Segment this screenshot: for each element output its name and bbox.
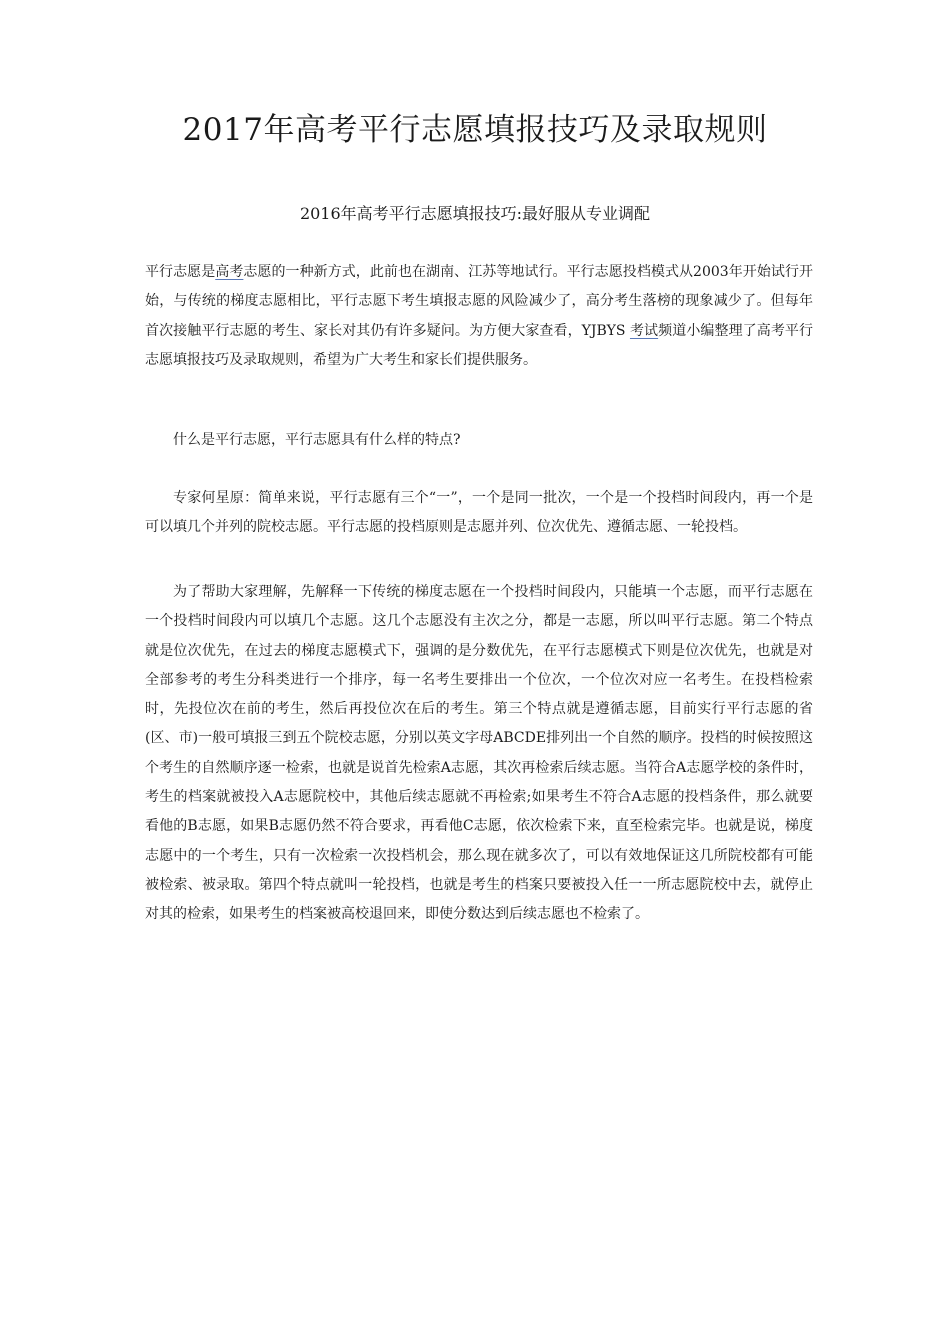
document-subtitle: 2016年高考平行志愿填报技巧:最好服从专业调配 <box>299 204 651 223</box>
gaokao-link[interactable]: 高考 <box>215 264 244 280</box>
question-paragraph: 什么是平行志愿，平行志愿具有什么样的特点? <box>173 432 461 448</box>
exam-channel-link[interactable]: 考试 <box>629 322 659 339</box>
explanation-paragraph: 为了帮助大家理解，先解释一下传统的梯度志愿在一个投档时间段内，只能填一个志愿，而平行志愿在一个投档时间段内可以填几个志愿。这几个志愿没有主次之分，都是一志愿，所以叫平行志愿。第二个特点就是位次优先，在过去的梯度志愿模式下，强调的是分数优先，在平行志愿模式下则是位次优先，也就是对全部参考的考生分科类进行一个排序，每一名考生要排出一个位次，一个位次对应一名考生。在投档检索时，先投位次在前的考生，然后再投位次在后的考生。第三个特点就是遵循志愿，目前实行平行志愿的省(区、市)一般可填报三到五个院校志愿，分别以英文字母ABCDE排列出一个自然的顺序。投档的时候按照这个考生的自然顺序逐一检索，也就是说首先检索A志愿，其次再检索后续志愿。当符合A志愿学校的条件时，考生的档案就被投入A志愿院校中，其他后续志愿就不再检索;如果考生不符合A志愿的投档条件，那么就要看他的B志愿，如果B志愿仍然不符合要求，再看他C志愿，依次检索下来，直至检索完毕。也就是说，梯度志愿中的一个考生，只有一次检索一次投档机会，那么现在就多次了，可以有效地保证这几所院校都有可能被检索、被录取。第四个特点就叫一轮投档，也就是考生的档案只要被投入任一一所志愿院校中去，就停止对其的检索，如果考生的档案被高校退回来，即使分数达到后续志愿也不检索了。 <box>145 584 813 923</box>
intro-text-1: 平行志愿是 <box>145 264 216 280</box>
expert-answer-paragraph: 专家何星原：简单来说，平行志愿有三个“一”，一个是同一批次，一个是一个投档时间段内，再一个是可以填几个并列的院校志愿。平行志愿的投档原则是志愿并列、位次优先、遵循志愿、一轮投档。 <box>145 490 813 536</box>
intro-text-2: 志愿的一种新方式，此前也在湖南、江苏等地试行。平行志愿投档模式从2003年开始试行开始，与传统的梯度志愿相比，平行志愿下考生填报志愿的风险减少了，高分考生落榜的现象减少了。但每年首次接触平行志愿的考生、家长对其仍有许多疑问。为方便大家查看，YJBYS <box>145 264 813 339</box>
intro-text-3: 频道小编整理了高考平行志愿填报技巧及录取规则，希望为广大考生和家长们提供服务。 <box>145 322 814 368</box>
document-title: 2017年高考平行志愿填报技巧及录取规则 <box>182 112 768 148</box>
intro-paragraph <box>145 258 813 375</box>
